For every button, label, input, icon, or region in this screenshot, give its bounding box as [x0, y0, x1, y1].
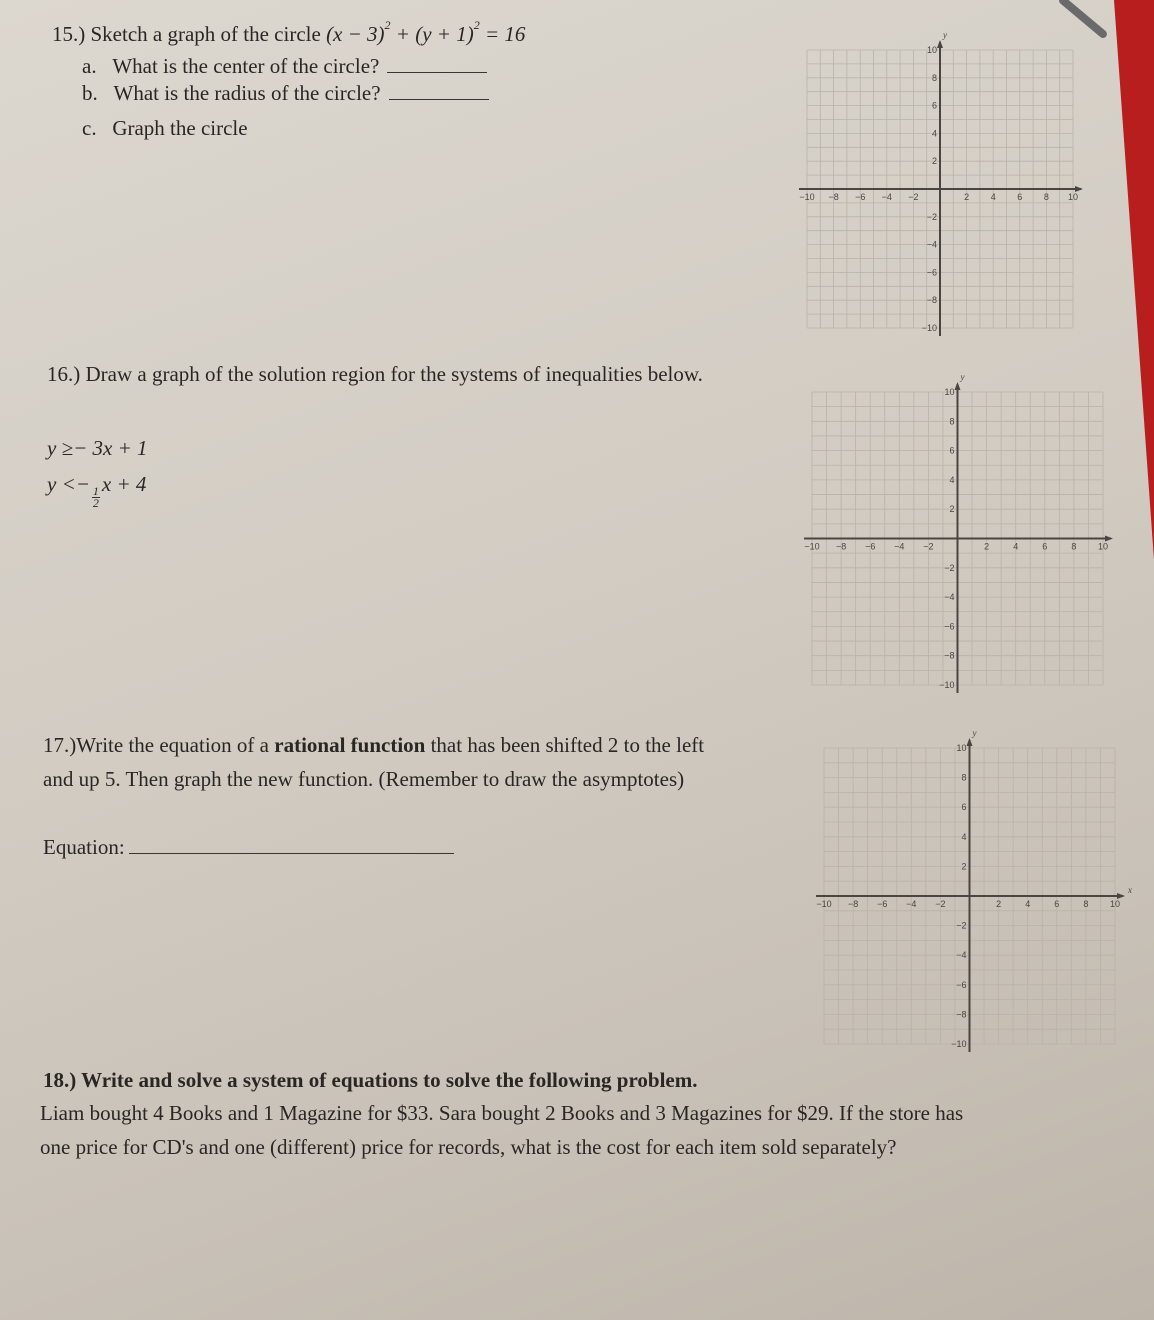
x-tick-label: −2	[908, 192, 919, 202]
q16-title: 16.) Draw a graph of the solution region for the systems of inequalities below.	[47, 362, 703, 386]
y-tick-label: 2	[949, 504, 955, 515]
eq-exponent: 2	[473, 18, 480, 32]
x-tick-label: 10	[1067, 192, 1079, 202]
y-tick-label: −6	[926, 267, 937, 278]
y-tick-label: 2	[931, 156, 937, 167]
radius-answer-blank[interactable]	[389, 98, 489, 100]
x-tick-label: 4	[1025, 899, 1031, 909]
y-tick-label: 4	[949, 474, 955, 485]
y-tick-label: −2	[944, 562, 955, 573]
ineq-left: y <−	[47, 472, 90, 496]
x-tick-label: −6	[877, 899, 888, 909]
y-tick-label: −6	[944, 621, 955, 632]
x-tick-label: 6	[1042, 541, 1048, 552]
x-tick-label: 2	[996, 899, 1002, 909]
x-tick-label: −10	[804, 541, 820, 552]
y-tick-label: 6	[931, 100, 937, 111]
eq-exponent: 2	[384, 18, 391, 32]
y-tick-label: 8	[931, 72, 937, 83]
x-tick-label: −8	[847, 899, 859, 909]
q15-item-c	[82, 116, 248, 141]
graph-svg	[800, 372, 1115, 697]
item-marker: b.	[82, 81, 98, 105]
q18-line-2: one price for CD's and one (different) price for records, what is the cost for each item sold separately?	[40, 1135, 897, 1159]
y-tick-label: −2	[956, 920, 967, 931]
y-tick-label: 4	[961, 831, 967, 842]
y-axis-label: y	[960, 372, 965, 382]
y-tick-label: 8	[949, 416, 955, 427]
x-tick-label: −4	[906, 899, 917, 909]
q15-item-a	[82, 54, 487, 79]
y-tick-label: 4	[931, 128, 937, 139]
eq-part: + (y + 1)	[390, 22, 474, 46]
y-tick-label: 6	[949, 445, 955, 456]
q15-equation	[326, 18, 526, 46]
x-tick-label: 8	[1083, 899, 1089, 909]
coordinate-grid-q17[interactable]	[812, 728, 1132, 1056]
q16-inequality-1: y ≥− 3x + 1	[47, 436, 148, 460]
fraction-denominator: 2	[92, 496, 99, 510]
q15-title	[52, 18, 525, 47]
y-tick-label: −6	[956, 979, 967, 990]
q17-equation	[43, 835, 454, 860]
eq-part: = 16	[479, 22, 526, 46]
y-tick-label: −10	[921, 323, 937, 333]
x-tick-label: −2	[935, 899, 946, 909]
y-tick-label: 10	[956, 743, 967, 753]
x-tick-label: 4	[1013, 541, 1019, 552]
q15-item-b	[82, 81, 489, 106]
y-tick-label: −10	[951, 1039, 967, 1049]
x-axis-label: x	[1128, 885, 1132, 895]
item-marker: c.	[82, 116, 97, 140]
x-tick-label: 8	[1043, 192, 1049, 202]
x-tick-label: 10	[1097, 541, 1109, 552]
x-tick-label: 2	[984, 541, 990, 552]
y-tick-label: −10	[939, 680, 955, 690]
q17-text: that has been shifted 2 to the left	[425, 733, 705, 757]
red-folder-edge	[1114, 0, 1154, 560]
x-tick-label: −4	[894, 541, 905, 552]
ineq-right: x + 4	[101, 472, 147, 496]
equation-answer-blank[interactable]	[129, 852, 454, 854]
y-tick-label: −4	[956, 950, 967, 961]
x-tick-label: −10	[816, 899, 832, 909]
y-tick-label: 2	[961, 861, 967, 872]
y-tick-label: −4	[944, 592, 955, 603]
q17-line-2: and up 5. Then graph the new function. (Remember to draw the asymptotes)	[43, 767, 685, 791]
y-axis-arrow	[955, 382, 961, 390]
y-axis-arrow	[937, 40, 943, 48]
x-tick-label: −4	[881, 192, 892, 202]
y-axis-arrow	[967, 738, 973, 746]
item-text: What is the radius of the circle?	[113, 81, 381, 105]
x-tick-label: 10	[1109, 899, 1121, 909]
x-tick-label: 6	[1017, 192, 1023, 202]
x-tick-label: −6	[865, 541, 876, 552]
y-tick-label: −8	[944, 650, 955, 661]
item-marker: a.	[82, 54, 97, 78]
item-text: What is the center of the circle?	[112, 54, 380, 78]
eq-part: (x − 3)	[326, 22, 385, 46]
x-tick-label: −6	[855, 192, 866, 202]
y-tick-label: −2	[926, 211, 937, 222]
q17-line-1	[43, 733, 704, 758]
y-tick-label: 10	[926, 45, 937, 55]
q18-line-1: Liam bought 4 Books and 1 Magazine for $33. Sara bought 2 Books and 3 Magazines for $29. If the store has	[40, 1101, 964, 1125]
q17-bold-term: rational function	[274, 733, 426, 757]
y-tick-label: 10	[944, 387, 955, 397]
y-tick-label: −4	[926, 239, 937, 250]
x-tick-label: −8	[835, 541, 847, 552]
x-tick-label: 6	[1054, 899, 1060, 909]
x-tick-label: 4	[990, 192, 996, 202]
y-tick-label: −8	[926, 295, 937, 306]
y-tick-label: −8	[956, 1009, 967, 1020]
item-text: Graph the circle	[112, 116, 248, 140]
fraction-numerator: 1	[92, 484, 99, 498]
y-axis-label: y	[943, 30, 947, 40]
coordinate-grid-q15[interactable]	[795, 30, 1085, 340]
x-tick-label: −2	[923, 541, 934, 552]
fraction	[92, 486, 100, 509]
y-tick-label: 6	[961, 802, 967, 813]
equation-label: Equation:	[43, 835, 125, 859]
y-axis-label: y	[972, 728, 977, 738]
x-tick-label: −8	[828, 192, 839, 202]
q18-title: 18.) Write and solve a system of equations to solve the following problem.	[43, 1068, 698, 1092]
coordinate-grid-q16[interactable]	[800, 372, 1115, 697]
center-answer-blank[interactable]	[387, 71, 487, 73]
q16-inequality-2	[47, 472, 146, 509]
x-tick-label: −10	[799, 192, 815, 202]
q15-title-text: 15.) Sketch a graph of the circle	[52, 22, 327, 46]
graph-svg	[812, 728, 1132, 1056]
y-tick-label: 8	[961, 772, 967, 783]
q17-text: 17.)Write the equation of a	[43, 733, 275, 757]
x-tick-label: 8	[1071, 541, 1077, 552]
x-tick-label: 2	[964, 192, 970, 202]
graph-svg	[795, 30, 1085, 340]
